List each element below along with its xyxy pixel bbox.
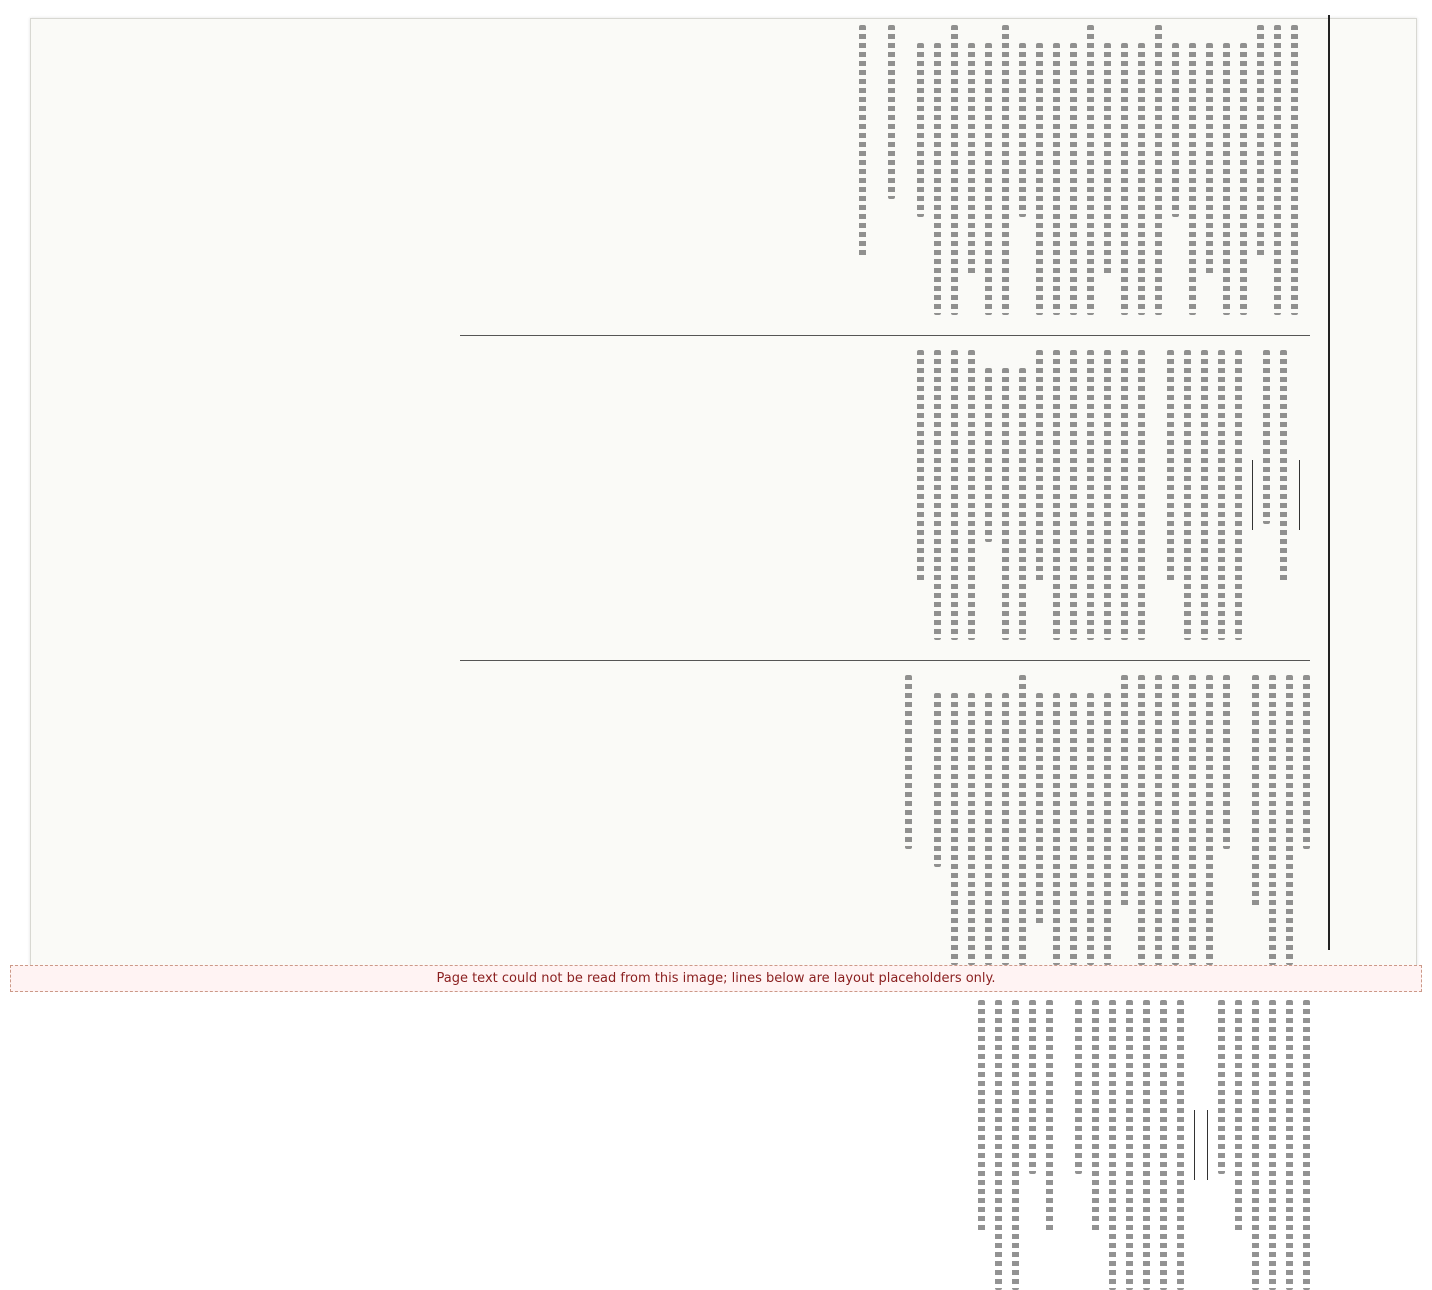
text-column-1 [450,25,1310,315]
running-header [1328,15,1358,950]
text-column-4 [450,1000,1310,1290]
column-divider [460,660,1310,661]
text-column-3 [450,675,1310,965]
column-divider [460,335,1310,336]
rotated-page-content [20,15,1370,950]
transcription-note: Page text could not be read from this image; lines below are layout placeholders only. [10,965,1422,992]
text-column-2 [450,350,1310,640]
digitization-credit [1420,20,1430,980]
